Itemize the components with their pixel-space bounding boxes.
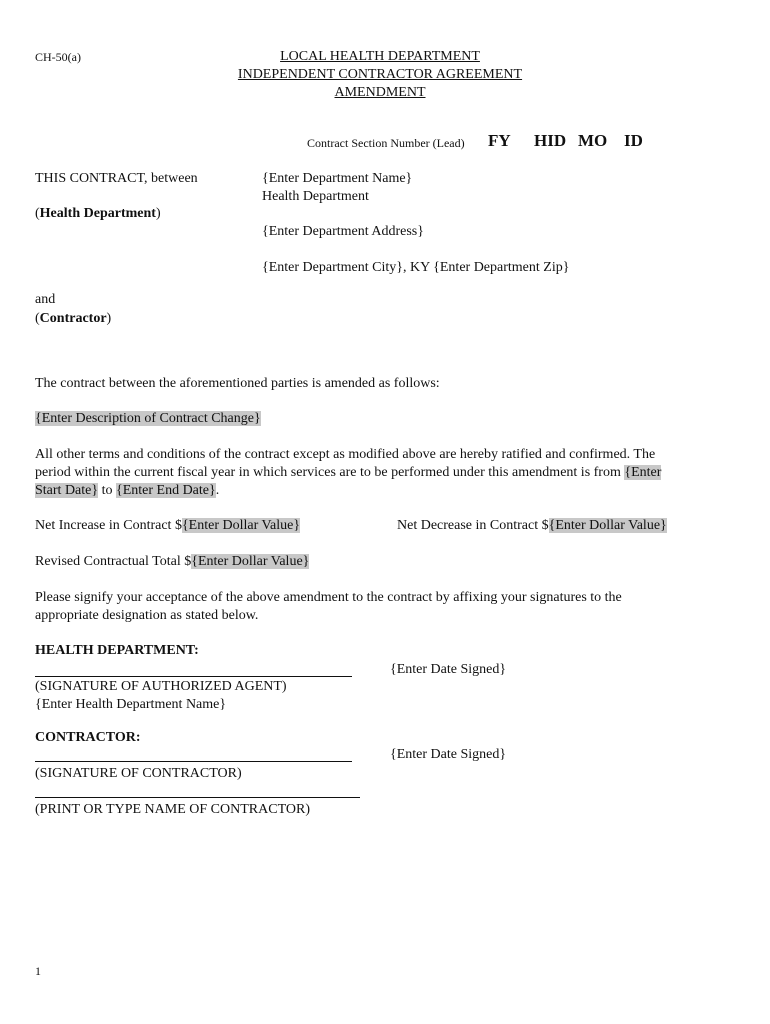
terms-line-2-text: period within the current fiscal year in which services are to be performed under this amendment is from: [35, 465, 625, 480]
hd-date-signed-field[interactable]: {Enter Date Signed}: [390, 662, 507, 677]
contractor-date-signed-field[interactable]: {Enter Date Signed}: [390, 747, 507, 762]
start-date-field-b[interactable]: Start Date}: [35, 483, 99, 498]
contractor-signature-label: (SIGNATURE OF CONTRACTOR): [35, 766, 242, 781]
end-date-field[interactable]: {Enter End Date}: [115, 483, 216, 498]
title-line-2: INDEPENDENT CONTRACTOR AGREEMENT: [237, 67, 523, 82]
this-contract-label: THIS CONTRACT, between: [35, 171, 198, 186]
contractor-signature-line[interactable]: [35, 761, 352, 762]
fy-field: FY: [488, 131, 511, 150]
signify-line-2: appropriate designation as stated below.: [35, 608, 259, 623]
start-date-field-a[interactable]: {Enter: [624, 465, 662, 480]
title-line-1: LOCAL HEALTH DEPARTMENT: [280, 49, 480, 64]
health-department-party: [35, 205, 161, 223]
and-label: and: [35, 292, 56, 307]
net-increase-row: [35, 517, 300, 535]
net-decrease-label: Net Decrease in Contract $: [397, 518, 549, 533]
page-number: 1: [35, 964, 41, 978]
revised-total-row: [35, 553, 309, 571]
net-decrease-row: [397, 517, 667, 535]
contractor-heading: CONTRACTOR:: [35, 730, 141, 745]
net-increase-value[interactable]: {Enter Dollar Value}: [181, 518, 301, 533]
hd-signature-label: (SIGNATURE OF AUTHORIZED AGENT): [35, 679, 287, 694]
contractor-print-name-label: (PRINT OR TYPE NAME OF CONTRACTOR): [35, 802, 310, 817]
health-department-label: Health Department: [39, 206, 156, 221]
signify-line-1: Please signify your acceptance of the above amendment to the contract by affixing your signatures to the: [35, 590, 622, 605]
department-name-field[interactable]: {Enter Department Name}: [262, 171, 413, 186]
department-city-zip-field[interactable]: {Enter Department City}, KY {Enter Department Zip}: [262, 260, 570, 275]
paren-open: (: [35, 311, 40, 326]
change-description-field[interactable]: [35, 410, 261, 428]
health-department-heading: HEALTH DEPARTMENT:: [35, 643, 199, 658]
form-code: CH-50(a): [35, 50, 81, 64]
mo-field: MO: [578, 131, 608, 150]
net-increase-label: Net Increase in Contract $: [35, 518, 182, 533]
revised-total-label: Revised Contractual Total $: [35, 554, 192, 569]
hd-signature-line[interactable]: [35, 676, 352, 677]
hd-name-field[interactable]: {Enter Health Department Name}: [35, 697, 227, 712]
contractor-party: [35, 310, 111, 328]
paren-close: ): [155, 206, 161, 221]
hid-field: HID: [534, 131, 567, 150]
amendment-intro: The contract between the aforementioned parties is amended as follows:: [35, 376, 440, 391]
contractor-label: Contractor: [39, 311, 107, 326]
department-address-field[interactable]: {Enter Department Address}: [262, 224, 424, 239]
to-word: to: [98, 483, 116, 498]
period-mark: .: [215, 483, 220, 498]
terms-line-3: [35, 482, 219, 500]
contractor-print-name-line[interactable]: [35, 797, 360, 798]
terms-line-1: All other terms and conditions of the contract except as modified above are hereby ratified and confirmed. The: [35, 447, 656, 462]
change-description-value[interactable]: {Enter Description of Contract Change}: [35, 411, 261, 426]
title-line-3: AMENDMENT: [334, 85, 426, 100]
id-field: ID: [624, 131, 643, 150]
department-name-suffix: Health Department: [262, 189, 369, 204]
paren-open: (: [35, 206, 40, 221]
document-title: [180, 48, 580, 102]
contract-section-label: Contract Section Number (Lead): [307, 136, 465, 150]
terms-line-2: [35, 464, 661, 482]
paren-close: ): [106, 311, 112, 326]
net-decrease-value[interactable]: {Enter Dollar Value}: [548, 518, 667, 533]
revised-total-value[interactable]: {Enter Dollar Value}: [191, 554, 310, 569]
